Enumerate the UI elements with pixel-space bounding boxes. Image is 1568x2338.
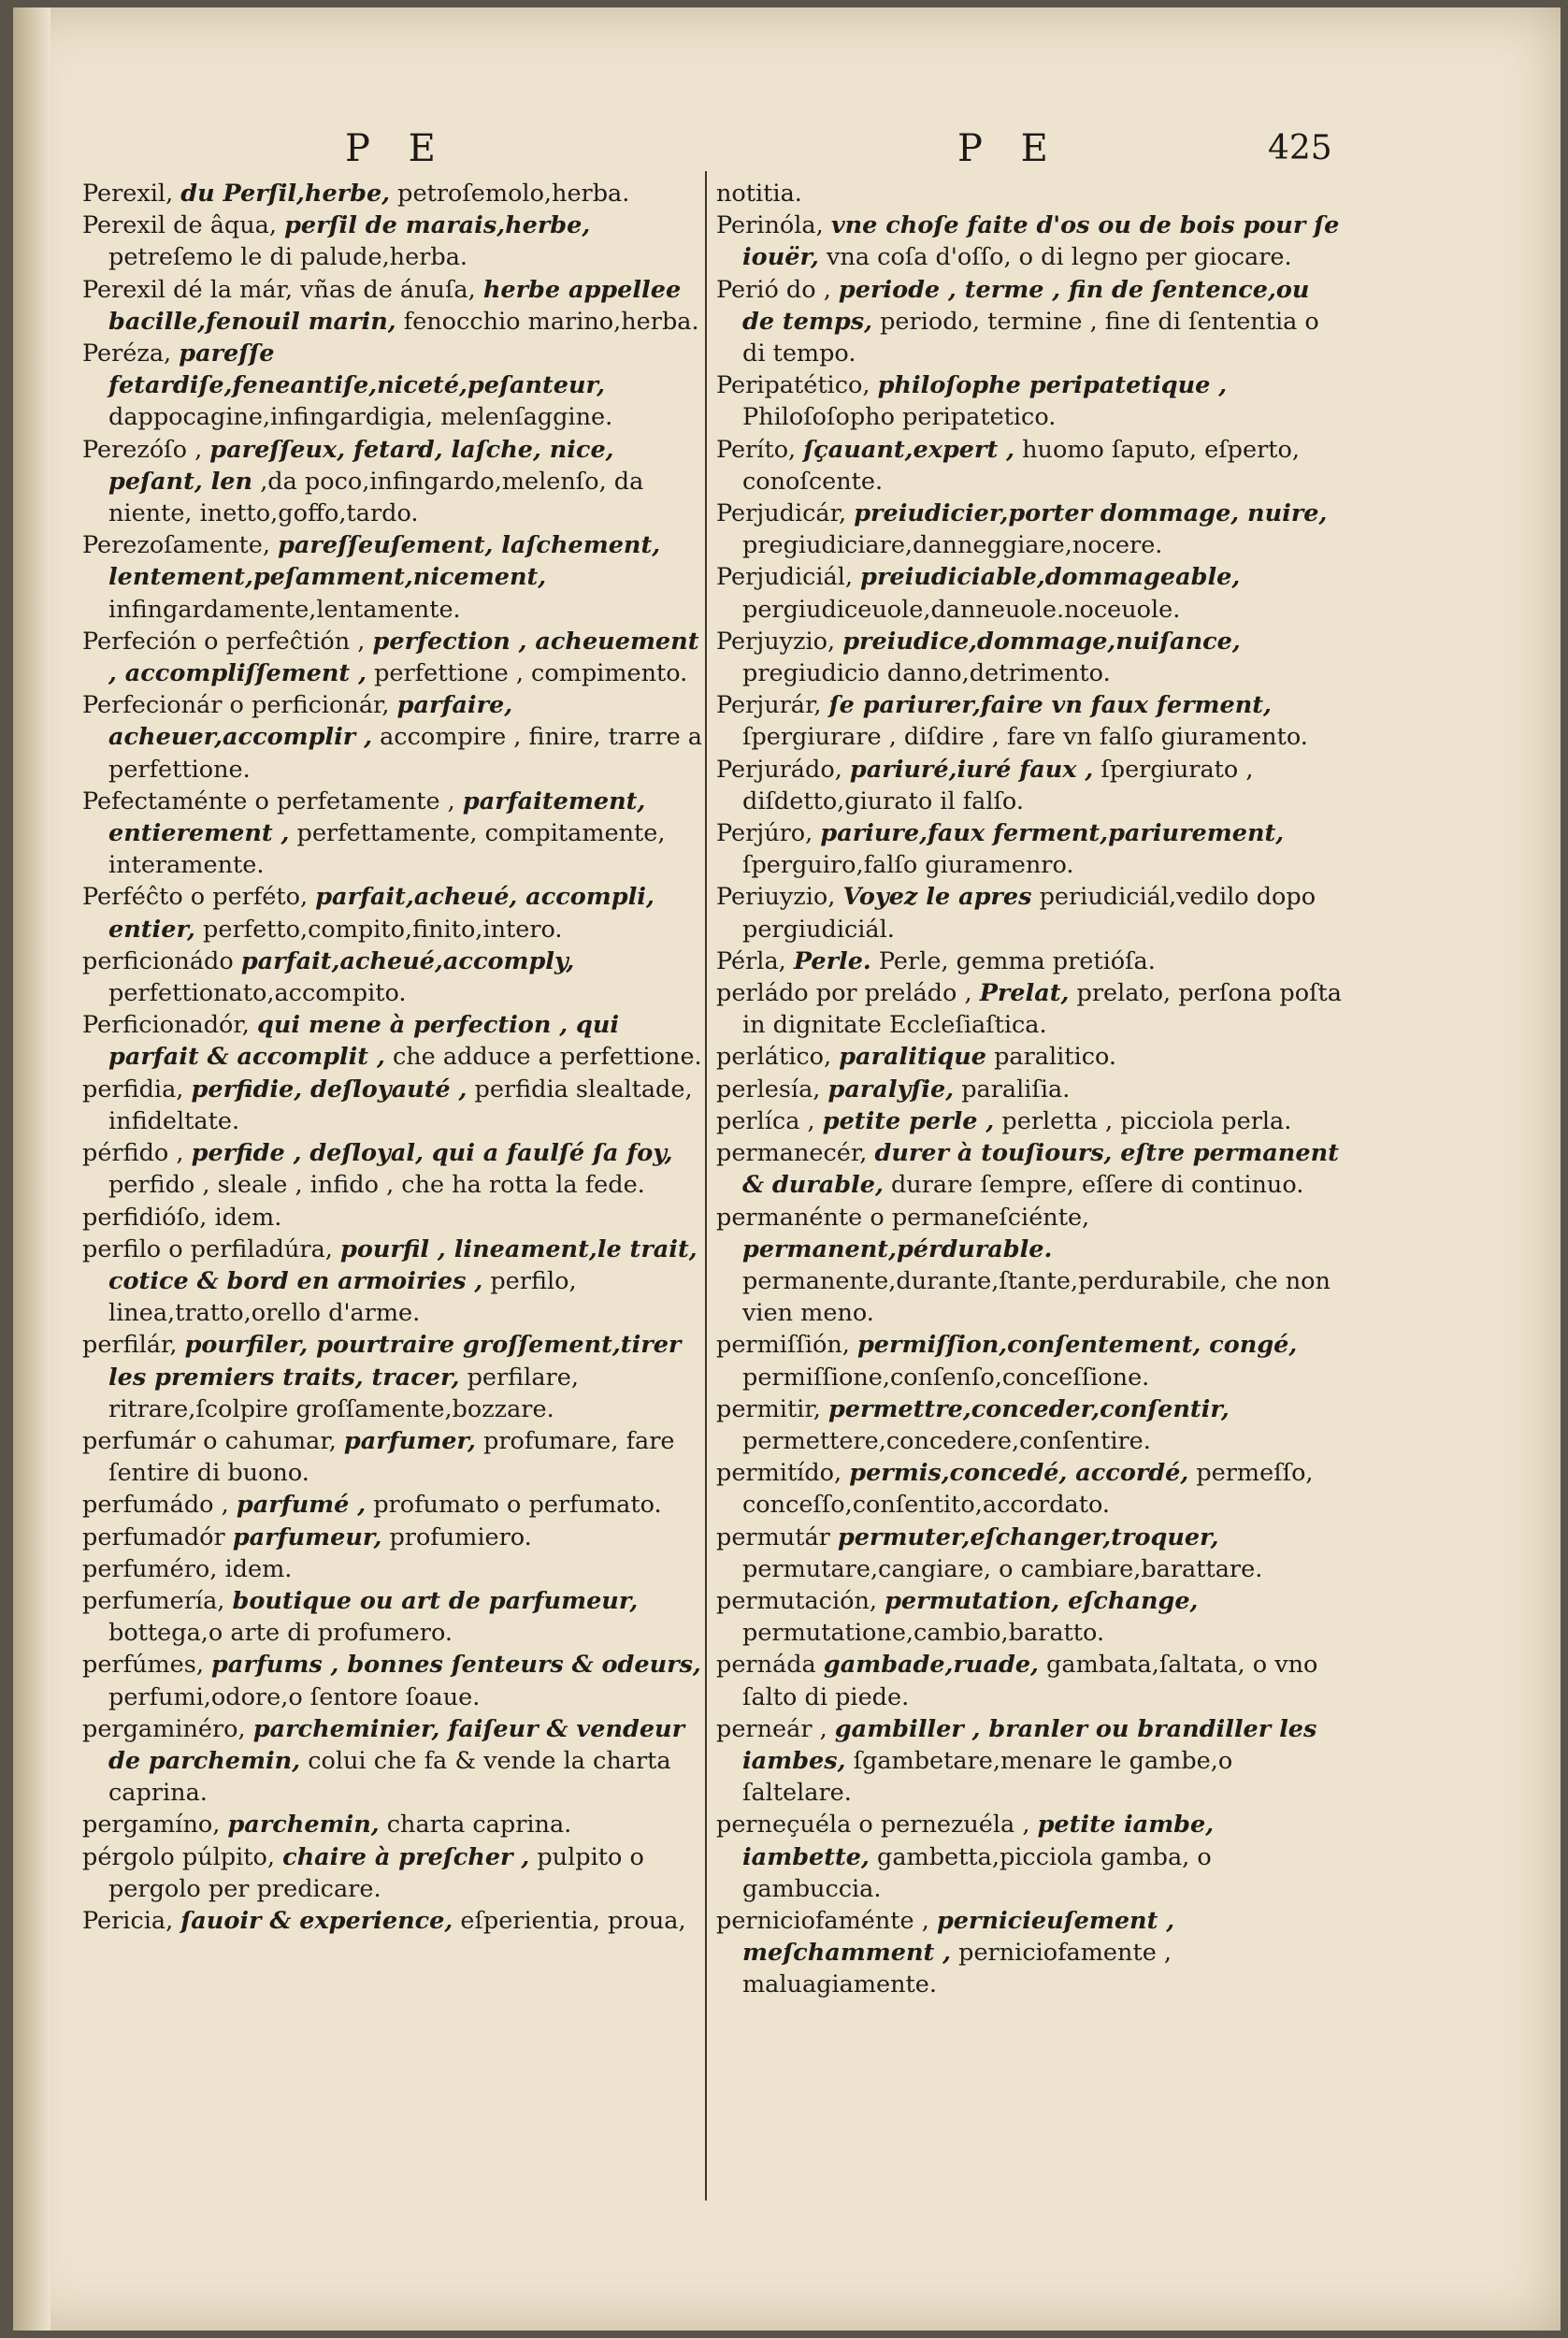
dictionary-entry bbox=[716, 274, 1345, 370]
entry-italian-gloss: infingardamente,lentamente. bbox=[108, 595, 461, 624]
entry-italian-gloss: pulpito o pergolo per predicare. bbox=[108, 1842, 644, 1903]
entry-headword: pergamíno, bbox=[82, 1811, 221, 1840]
dictionary-entry bbox=[716, 1713, 1345, 1810]
dictionary-entry bbox=[82, 689, 711, 786]
entry-headword: permutár bbox=[716, 1523, 830, 1551]
dictionary-entry bbox=[82, 1074, 711, 1137]
entry-italian-gloss: perfido , sleale , infido , che ha rotta la fede. bbox=[108, 1171, 645, 1200]
entry-italian-gloss: paralitico. bbox=[994, 1043, 1117, 1072]
entry-french-gloss: pareſſe fetardiſe,feneantiſe,niceté,peſanteur, bbox=[108, 339, 606, 400]
entry-french-gloss: pourfil , lineament,le trait, cotice & bord en armoiries , bbox=[108, 1234, 698, 1295]
dictionary-entry bbox=[82, 1522, 711, 1553]
dictionary-entry bbox=[716, 977, 1345, 1041]
dictionary-entry bbox=[716, 1522, 1345, 1585]
dictionary-entry bbox=[82, 626, 711, 689]
entry-italian-gloss: paraliſia. bbox=[961, 1075, 1071, 1104]
entry-italian-gloss: gambata,ſaltata, o vno ſalto di piede. bbox=[742, 1651, 1318, 1711]
entry-french-gloss: periode , terme , fin de ſentence,ou de temps, bbox=[742, 275, 1310, 336]
entry-headword: Pérla, bbox=[716, 946, 786, 975]
entry-headword: perfúmes, bbox=[82, 1651, 204, 1680]
dictionary-entry bbox=[82, 1009, 711, 1073]
dictionary-entry bbox=[716, 1137, 1345, 1201]
entry-french-gloss: perſil de marais,herbe, bbox=[284, 211, 591, 240]
entry-italian-gloss: perfidia slealtade, infideltate. bbox=[108, 1075, 693, 1135]
entry-french-gloss: Prelat, bbox=[979, 979, 1070, 1008]
entry-french-gloss: parfaire, acheuer,accomplir , bbox=[108, 691, 513, 752]
entry-french-gloss: perfide , deſloyal, qui a faulſé ſa foy, bbox=[191, 1139, 673, 1168]
dictionary-entry bbox=[716, 1202, 1345, 1330]
right-running-head: P E bbox=[957, 127, 1061, 170]
entry-headword: Pefectaménte o perfetamente , bbox=[82, 787, 455, 815]
dictionary-entry bbox=[82, 1713, 711, 1810]
entry-headword: Perjudiciál, bbox=[716, 563, 854, 592]
entry-italian-gloss: periodo, termine , fine di ſententia o di tempo. bbox=[742, 307, 1319, 368]
entry-headword: perfilár, bbox=[82, 1331, 178, 1360]
entry-italian-gloss: vna coſa d'oſſo, o di legno per giocare. bbox=[827, 243, 1292, 272]
entry-headword: permitído, bbox=[716, 1459, 842, 1488]
entry-italian-gloss: permutare,cangiare, o cambiare,barattare. bbox=[742, 1554, 1263, 1583]
entry-italian-gloss: profumato o perfumato. bbox=[373, 1491, 662, 1520]
entry-italian-gloss: permiſſione,conſenſo,conceſſione. bbox=[742, 1363, 1150, 1392]
dictionary-entry bbox=[716, 1649, 1345, 1712]
entry-french-gloss: chaire à preſcher , bbox=[282, 1842, 530, 1871]
dictionary-entry bbox=[716, 178, 1345, 209]
entry-italian-gloss: ſpergiurare , diſdire , fare vn falſo giuramento. bbox=[742, 723, 1308, 752]
dictionary-entry bbox=[716, 626, 1345, 689]
entry-italian-gloss: gambetta,picciola gamba, o gambuccia. bbox=[742, 1842, 1212, 1903]
entry-italian-gloss: permettere,concedere,conſentire. bbox=[742, 1426, 1151, 1455]
entry-french-gloss: parfumé , bbox=[236, 1491, 367, 1520]
dictionary-entry bbox=[82, 529, 711, 626]
entry-headword: Perinóla, bbox=[716, 211, 824, 240]
dictionary-entry bbox=[82, 1234, 711, 1330]
entry-french-gloss: petite iambe, iambette, bbox=[742, 1811, 1215, 1871]
entry-french-gloss: vne choſe faite d'os ou de bois pour ſe iouër, bbox=[742, 211, 1340, 272]
entry-italian-gloss: durare ſempre, eſſere di continuo. bbox=[890, 1171, 1304, 1200]
entry-headword: perfumería, bbox=[82, 1586, 225, 1615]
entry-french-gloss: philoſophe peripatetique , bbox=[877, 371, 1228, 400]
entry-italian-gloss: perfilare, ritrare,ſcolpire groſſamente,bozzare. bbox=[108, 1363, 579, 1423]
entry-french-gloss: pernicieuſement , meſchamment , bbox=[742, 1906, 1175, 1968]
entry-italian-gloss: Philoſoſopho peripatetico. bbox=[742, 403, 1057, 432]
entry-italian-gloss: idem. bbox=[214, 1203, 282, 1232]
entry-italian-gloss: petroſemolo,herba. bbox=[397, 180, 630, 208]
entry-french-gloss: preiudice,dommage,nuiſance, bbox=[842, 627, 1241, 656]
entry-headword: Perjúro, bbox=[716, 819, 813, 848]
page-number: 425 bbox=[1268, 129, 1332, 167]
entry-headword: perfidia, bbox=[82, 1075, 184, 1104]
entry-french-gloss: gambade,ruade, bbox=[823, 1651, 1039, 1680]
entry-headword: perfumádo , bbox=[82, 1491, 229, 1520]
dictionary-entry bbox=[82, 945, 711, 1009]
entry-french-gloss: paralitique bbox=[839, 1043, 986, 1072]
entry-french-gloss: parchemin, bbox=[227, 1811, 380, 1840]
dictionary-entry bbox=[82, 338, 711, 434]
right-column bbox=[716, 178, 1345, 2001]
entry-headword: perlesía, bbox=[716, 1075, 821, 1104]
entry-headword: Perfeción o perfeĉtión , bbox=[82, 627, 366, 656]
dictionary-entry bbox=[82, 434, 711, 530]
dictionary-entry bbox=[716, 945, 1345, 977]
entry-headword: perlático, bbox=[716, 1043, 832, 1072]
dictionary-entry bbox=[716, 1074, 1345, 1105]
entry-headword: Perféĉto o perféto, bbox=[82, 883, 309, 912]
dictionary-entry bbox=[716, 881, 1345, 945]
entry-italian-gloss: prelato, perſona poſta in dignitate Eccleſiaſtica. bbox=[742, 979, 1342, 1040]
dictionary-entry bbox=[716, 1329, 1345, 1393]
entry-headword: Perezóſo , bbox=[82, 435, 203, 464]
entry-french-gloss: qui mene à perfection , qui parfait & accomplit , bbox=[108, 1011, 620, 1072]
dictionary-entry bbox=[716, 1041, 1345, 1073]
entry-italian-gloss: charta caprina. bbox=[386, 1811, 572, 1840]
entry-italian-gloss: permutatione,cambio,baratto. bbox=[742, 1619, 1105, 1648]
dictionary-entry bbox=[82, 1905, 711, 1937]
entry-italian-gloss: perfettione , compimento. bbox=[374, 659, 688, 688]
entry-headword: perneár , bbox=[716, 1714, 827, 1743]
dictionary-entry bbox=[82, 1425, 711, 1489]
entry-french-gloss: pareſſeux, fetard, laſche, nice, peſant, len bbox=[108, 435, 614, 496]
left-running-head: P E bbox=[345, 127, 449, 170]
entry-french-gloss: Perle. bbox=[793, 946, 871, 975]
dictionary-entry bbox=[82, 1137, 711, 1201]
entry-french-gloss: boutique ou art de parfumeur, bbox=[232, 1586, 639, 1615]
entry-italian-gloss: perfettionato,accompito. bbox=[108, 979, 407, 1008]
entry-headword: Perficionadór, bbox=[82, 1011, 250, 1040]
entry-headword: Periuyzio, bbox=[716, 883, 836, 912]
entry-french-gloss: parfait,acheué, accompli, entier, bbox=[108, 883, 655, 944]
dictionary-entry bbox=[716, 1905, 1345, 2001]
entry-headword: Perexil, bbox=[82, 180, 174, 208]
entry-italian-gloss: profumare, fare ſentire di buono. bbox=[108, 1426, 675, 1488]
entry-headword: Perjurár, bbox=[716, 691, 822, 720]
entry-french-gloss: pariuré,iuré faux , bbox=[849, 755, 1094, 784]
entry-headword: perfumár o cahumar, bbox=[82, 1426, 337, 1455]
entry-italian-gloss: bottega,o arte di profumero. bbox=[108, 1619, 453, 1648]
entry-french-gloss: preiudiciable,dommageable, bbox=[860, 563, 1241, 592]
left-column bbox=[82, 178, 711, 1937]
entry-italian-gloss: ſgambetare,menare le gambe,o ſaltelare. bbox=[742, 1746, 1233, 1808]
entry-italian-gloss: perfetto,compito,finito,intero. bbox=[203, 915, 563, 944]
entry-italian-gloss: profumiero. bbox=[389, 1523, 532, 1551]
dictionary-entry bbox=[716, 817, 1345, 881]
dictionary-entry bbox=[716, 498, 1345, 561]
entry-headword: pérfido , bbox=[82, 1139, 184, 1168]
entry-headword: Perexil de âqua, bbox=[82, 211, 277, 240]
entry-italian-gloss: notitia. bbox=[716, 180, 802, 208]
entry-headword: pérgolo púlpito, bbox=[82, 1842, 275, 1871]
entry-headword: permanénte o permaneſciénte, bbox=[716, 1203, 1090, 1232]
entry-headword: Peréza, bbox=[82, 339, 172, 368]
entry-headword: perficionádo bbox=[82, 946, 234, 975]
entry-headword: permutación, bbox=[716, 1586, 877, 1615]
dictionary-entry bbox=[716, 369, 1345, 433]
entry-italian-gloss: periudiciál,vedilo dopo pergiudiciál. bbox=[742, 883, 1316, 944]
entry-french-gloss: du Perſil,herbe, bbox=[180, 180, 391, 208]
dictionary-entry bbox=[716, 754, 1345, 817]
entry-french-gloss: herbe appellee bacille,fenouil marin, bbox=[108, 275, 682, 336]
entry-headword: permiſſión, bbox=[716, 1331, 850, 1360]
entry-french-gloss: pourfiler, pourtraire groſſement,tirer les premiers traits, tracer, bbox=[108, 1331, 682, 1392]
entry-italian-gloss: perfettamente, compitamente, interamente. bbox=[108, 819, 666, 880]
dictionary-entry bbox=[82, 1585, 711, 1649]
dictionary-entry bbox=[716, 689, 1345, 753]
entry-french-gloss: durer à touſiours, eſtre permanent & durable, bbox=[742, 1139, 1339, 1200]
dictionary-entry bbox=[82, 1202, 711, 1234]
dictionary-entry bbox=[82, 1809, 711, 1840]
entry-french-gloss: gambiller , branler ou brandiller les iambes, bbox=[742, 1714, 1317, 1775]
entry-headword: pernáda bbox=[716, 1651, 816, 1680]
dictionary-entry bbox=[82, 1329, 711, 1425]
entry-italian-gloss: ſpergiurato , diſdetto,giurato il falſo. bbox=[742, 755, 1254, 815]
entry-headword: Perjudicár, bbox=[716, 499, 847, 528]
entry-italian-gloss: eſperientia, proua, bbox=[460, 1906, 686, 1935]
dictionary-entry bbox=[82, 786, 711, 882]
entry-french-gloss: permuter,eſchanger,troquer, bbox=[837, 1523, 1219, 1551]
entry-italian-gloss: idem. bbox=[224, 1554, 293, 1583]
entry-headword: Perfecionár o perficionár, bbox=[82, 691, 390, 720]
entry-french-gloss: perfidie, deſloyauté , bbox=[191, 1075, 468, 1104]
entry-italian-gloss: ſperguiro,falſo giuramenro. bbox=[742, 851, 1074, 880]
entry-headword: perniciofaménte , bbox=[716, 1906, 929, 1935]
entry-headword: perládo por preládo , bbox=[716, 979, 972, 1008]
entry-french-gloss: parfait,acheué,accomply, bbox=[240, 946, 575, 975]
entry-headword: Perjurádo, bbox=[716, 755, 842, 784]
entry-italian-gloss: accompire , finire, trarre a perfettione. bbox=[108, 723, 702, 784]
entry-headword: permitir, bbox=[716, 1394, 821, 1423]
entry-french-gloss: permiſſion,conſentement, congé, bbox=[856, 1331, 1298, 1360]
entry-italian-gloss: Perle, gemma pretióſa. bbox=[878, 946, 1156, 975]
entry-headword: perneçuéla o pernezuéla , bbox=[716, 1811, 1030, 1840]
entry-french-gloss: ſe pariurer,faire vn faux ferment, bbox=[828, 691, 1272, 720]
entry-headword: Períto, bbox=[716, 435, 797, 464]
entry-italian-gloss: fenocchio marino,herba. bbox=[403, 307, 699, 336]
entry-french-gloss: pareſſeuſement, laſchement, lentement,peſamment,nicement, bbox=[108, 531, 661, 592]
dictionary-entry bbox=[716, 209, 1345, 273]
entry-headword: Pericia, bbox=[82, 1906, 174, 1935]
entry-italian-gloss: perletta , picciola perla. bbox=[1001, 1106, 1292, 1135]
entry-italian-gloss: pergiudiceuole,danneuole.noceuole. bbox=[742, 595, 1181, 624]
entry-french-gloss: ſauoir & experience, bbox=[180, 1906, 453, 1935]
entry-italian-gloss: pregiudiciare,danneggiare,nocere. bbox=[742, 531, 1163, 560]
entry-italian-gloss: che adduce a perfettione. bbox=[392, 1043, 702, 1072]
entry-headword: perfumadór bbox=[82, 1523, 225, 1551]
entry-french-gloss: parfumeur, bbox=[232, 1523, 382, 1551]
entry-french-gloss: permutation, eſchange, bbox=[885, 1586, 1199, 1615]
dictionary-entry bbox=[82, 1649, 711, 1712]
entry-french-gloss: pariure,faux ferment,pariurement, bbox=[820, 819, 1285, 848]
entry-french-gloss: parfumer, bbox=[343, 1426, 476, 1455]
entry-italian-gloss: huomo ſaputo, eſperto, conoſcente. bbox=[742, 435, 1300, 496]
entry-headword: pergaminéro, bbox=[82, 1714, 246, 1743]
column-divider bbox=[705, 171, 707, 2201]
dictionary-entry bbox=[716, 1585, 1345, 1649]
entry-french-gloss: permanent,pérdurable. bbox=[742, 1234, 1053, 1263]
dictionary-entry bbox=[716, 434, 1345, 498]
entry-italian-gloss: permanente,durante,ſtante,perdurabile, che non vien meno. bbox=[742, 1266, 1331, 1328]
entry-french-gloss: petite perle , bbox=[822, 1106, 995, 1135]
entry-french-gloss: permettre,conceder,conſentir, bbox=[827, 1394, 1230, 1423]
entry-headword: Peripatético, bbox=[716, 371, 870, 400]
entry-french-gloss: parfums , bonnes ſenteurs & odeurs, bbox=[211, 1651, 701, 1680]
entry-headword: perfidióſo, bbox=[82, 1203, 208, 1232]
dictionary-entry bbox=[82, 881, 711, 945]
entry-italian-gloss: petreſemo le di palude,herba. bbox=[108, 243, 468, 272]
entry-headword: Perjuyzio, bbox=[716, 627, 836, 656]
entry-headword: perlíca , bbox=[716, 1106, 815, 1135]
entry-headword: perfuméro, bbox=[82, 1554, 218, 1583]
dictionary-entry bbox=[82, 1841, 711, 1905]
entry-headword: Perió do , bbox=[716, 275, 831, 304]
dictionary-entry bbox=[716, 561, 1345, 625]
entry-italian-gloss: perniciofamente , maluagiamente. bbox=[742, 1939, 1172, 1999]
dictionary-entry bbox=[716, 1393, 1345, 1457]
entry-french-gloss: Voyez le apres bbox=[842, 883, 1032, 912]
dictionary-entry bbox=[716, 1809, 1345, 1905]
dictionary-entry bbox=[716, 1457, 1345, 1521]
dictionary-entry bbox=[82, 274, 711, 338]
book-page bbox=[13, 7, 1561, 2331]
entry-italian-gloss: colui che fa & vende la charta caprina. bbox=[108, 1746, 671, 1808]
entry-headword: Perexil dé la már, vñas de ánuſa, bbox=[82, 275, 476, 304]
entry-french-gloss: preiudicier,porter dommage, nuire, bbox=[854, 499, 1328, 528]
dictionary-entry bbox=[82, 209, 711, 273]
entry-french-gloss: parfaitement, entierement , bbox=[108, 787, 646, 848]
dictionary-entry bbox=[82, 178, 711, 209]
binding-gutter bbox=[13, 7, 50, 2331]
dictionary-entry bbox=[82, 1553, 711, 1585]
entry-french-gloss: parcheminier, faiſeur & vendeur de parchemin, bbox=[108, 1714, 685, 1775]
entry-headword: Perezoſamente, bbox=[82, 531, 270, 560]
entry-french-gloss: permis,concedé, accordé, bbox=[849, 1459, 1189, 1488]
entry-french-gloss: ſçauant,expert , bbox=[803, 435, 1014, 464]
entry-headword: perfilo o perfiladúra, bbox=[82, 1234, 333, 1263]
dictionary-entry bbox=[716, 1105, 1345, 1137]
entry-italian-gloss: permeſſo, conceſſo,conſentito,accordato. bbox=[742, 1459, 1314, 1520]
entry-italian-gloss: dappocagine,infingardigia, melenſaggine. bbox=[108, 403, 613, 432]
entry-italian-gloss: pregiudicio danno,detrimento. bbox=[742, 659, 1111, 688]
entry-french-gloss: perfection , acheuement , accompliſſement , bbox=[108, 627, 699, 688]
entry-italian-gloss: ,da poco,infingardo,melenſo, da niente, inetto,goffo,tardo. bbox=[108, 467, 644, 528]
entry-headword: permanecér, bbox=[716, 1139, 868, 1168]
entry-french-gloss: paralyſie, bbox=[827, 1075, 955, 1104]
dictionary-entry bbox=[82, 1489, 711, 1521]
entry-italian-gloss: perfilo, linea,tratto,orello d'arme. bbox=[108, 1266, 577, 1328]
entry-italian-gloss: perfumi,odore,o ſentore ſoaue. bbox=[108, 1682, 481, 1711]
